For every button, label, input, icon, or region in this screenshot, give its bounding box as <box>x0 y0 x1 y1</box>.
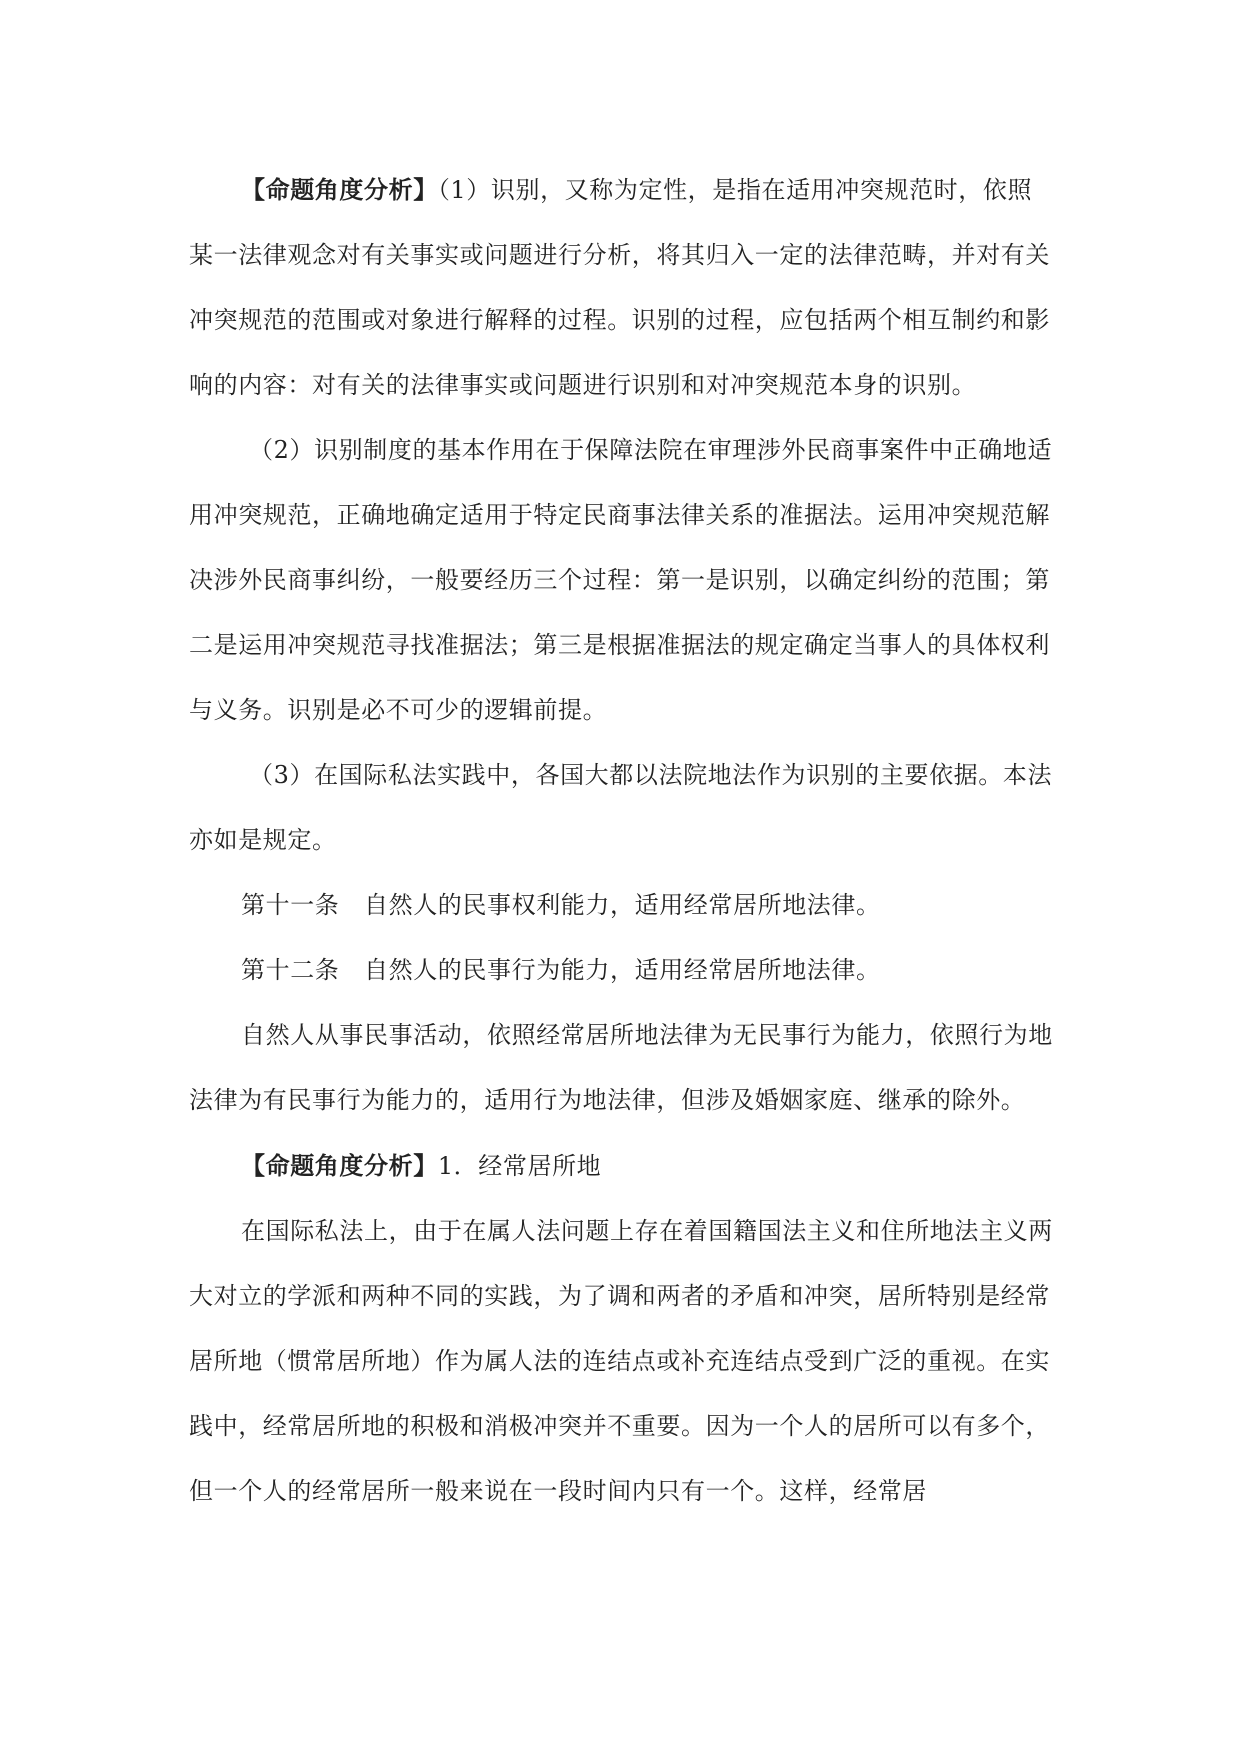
paragraph-text: 第十一条 自然人的民事权利能力，适用经常居所地法律。 <box>241 891 881 919</box>
article-11 <box>189 873 1055 938</box>
article-12 <box>189 938 1055 1003</box>
paragraph-text: （1）识别，又称为定性，是指在适用冲突规范时，依照某一法律观念对有关事实或问题进行分析，将其归入一定的法律范畴，并对有关冲突规范的范围或对象进行解释的过程。识别的过程，应包括两个相互制约和影响的内容：对有关的法律事实或问题进行识别和对冲突规范本身的识别。 <box>189 176 1050 399</box>
paragraph-habitual-residence-body <box>189 1199 1055 1524</box>
paragraph-text: 1．经常居所地 <box>437 1152 602 1180</box>
paragraph-text: 自然人从事民事活动，依照经常居所地法律为无民事行为能力，依照行为地法律为有民事行为能力的，适用行为地法律，但涉及婚姻家庭、继承的除外。 <box>189 1021 1053 1114</box>
section-heading: 【命题角度分析】 <box>241 1151 438 1180</box>
paragraph-text: 在国际私法上，由于在属人法问题上存在着国籍国法主义和住所地法主义两大对立的学派和两种不同的实践，为了调和两者的矛盾和冲突，居所特别是经常居所地（惯常居所地）作为属人法的连结点或补充连结点受到广泛的重视。在实践中，经常居所地的积极和消极冲突并不重要。因为一个人的居所可以有多个，但一个人的经常居所一般来说在一段时间内只有一个。这样，经常居 <box>189 1217 1053 1505</box>
paragraph-text: （3）在国际私法实践中，各国大都以法院地法作为识别的主要依据。本法亦如是规定。 <box>189 761 1053 854</box>
paragraph-identification-definition <box>189 157 1055 418</box>
paragraph-habitual-residence-heading <box>189 1133 1055 1199</box>
document-body <box>189 157 1055 1524</box>
paragraph-identification-basis <box>189 743 1055 873</box>
paragraph-text: 第十二条 自然人的民事行为能力，适用经常居所地法律。 <box>241 956 881 984</box>
section-heading: 【命题角度分析】 <box>241 175 438 204</box>
article-12-clause-2 <box>189 1003 1055 1133</box>
paragraph-text: （2）识别制度的基本作用在于保障法院在审理涉外民商事案件中正确地适用冲突规范，正确地确定适用于特定民商事法律关系的准据法。运用冲突规范解决涉外民商事纠纷，一般要经历三个过程：第一是识别，以确定纠纷的范围；第二是运用冲突规范寻找准据法；第三是根据准据法的规定确定当事人的具体权利与义务。识别是必不可少的逻辑前提。 <box>189 436 1053 724</box>
paragraph-identification-function <box>189 418 1055 743</box>
